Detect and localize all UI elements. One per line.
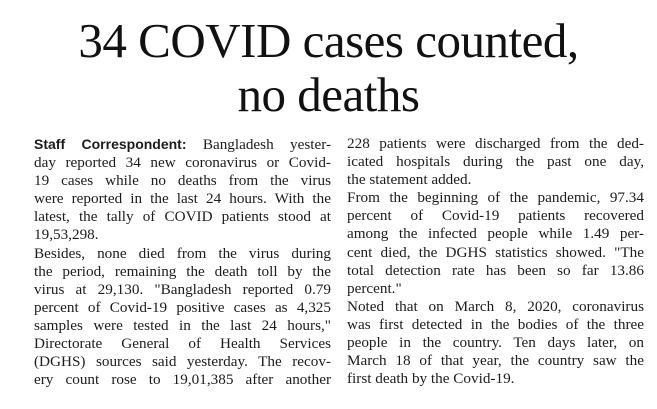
text-line: day reported 34 new coronavirus or Covid- — [34, 154, 331, 172]
byline: Staff Correspondent: — [34, 136, 187, 152]
text-line: cent died, the DGHS statistics showed. "The — [347, 243, 644, 261]
text-line: the statement added. — [347, 171, 472, 189]
text-line: among the infected people while 1.49 per- — [347, 225, 644, 243]
text-fragment: Bangladesh yester- — [186, 136, 331, 153]
text-line: virus at 29,130. "Bangladesh reported 0.79 — [34, 280, 331, 298]
text-line: icated hospitals during the past one day, — [347, 153, 644, 171]
article-column-right — [347, 135, 644, 389]
text-line: (DGHS) sources said yesterday. The recov- — [34, 353, 331, 371]
text-line: 19,53,298. — [34, 226, 99, 244]
text-line: Noted that on March 8, 2020, coronavirus — [347, 297, 644, 315]
text-line: were reported in the last 24 hours. With the — [34, 190, 331, 208]
headline — [0, 14, 657, 122]
text-line: Directorate General of Health Services — [34, 335, 331, 353]
text-line: was first detected in the bodies of the three — [347, 315, 644, 333]
text-line: percent of Covid-19 patients recovered — [347, 207, 644, 225]
article-body — [34, 135, 644, 389]
text-line: percent of Covid-19 positive cases as 4,325 — [34, 298, 331, 316]
text-line: 228 patients were discharged from the ded- — [347, 135, 644, 152]
text-line: first death by the Covid-19. — [347, 370, 515, 388]
text-line: total detection rate has been so far 13.86 — [347, 261, 644, 279]
text-line: percent." — [347, 279, 402, 297]
headline-line: no deaths — [237, 67, 420, 122]
text-line: Besides, none died from the virus during — [34, 244, 331, 262]
headline-line: 34 COVID cases counted, — [78, 13, 579, 68]
text-line: latest, the tally of COVID patients stood at — [34, 208, 331, 226]
text-line: 19 cases while no deaths from the virus — [34, 172, 331, 190]
text-line: the period, remaining the death toll by the — [34, 262, 331, 280]
text-line: samples were tested in the last 24 hours," — [34, 316, 331, 334]
article-column-left — [34, 135, 331, 389]
text-line: ery count rose to 19,01,385 after another — [34, 371, 331, 389]
text-line — [34, 135, 331, 154]
text-line: From the beginning of the pandemic, 97.34 — [347, 189, 644, 207]
text-line: people in the country. Ten days later, on — [347, 334, 644, 352]
text-line: March 18 of that year, the country saw the — [347, 352, 644, 370]
